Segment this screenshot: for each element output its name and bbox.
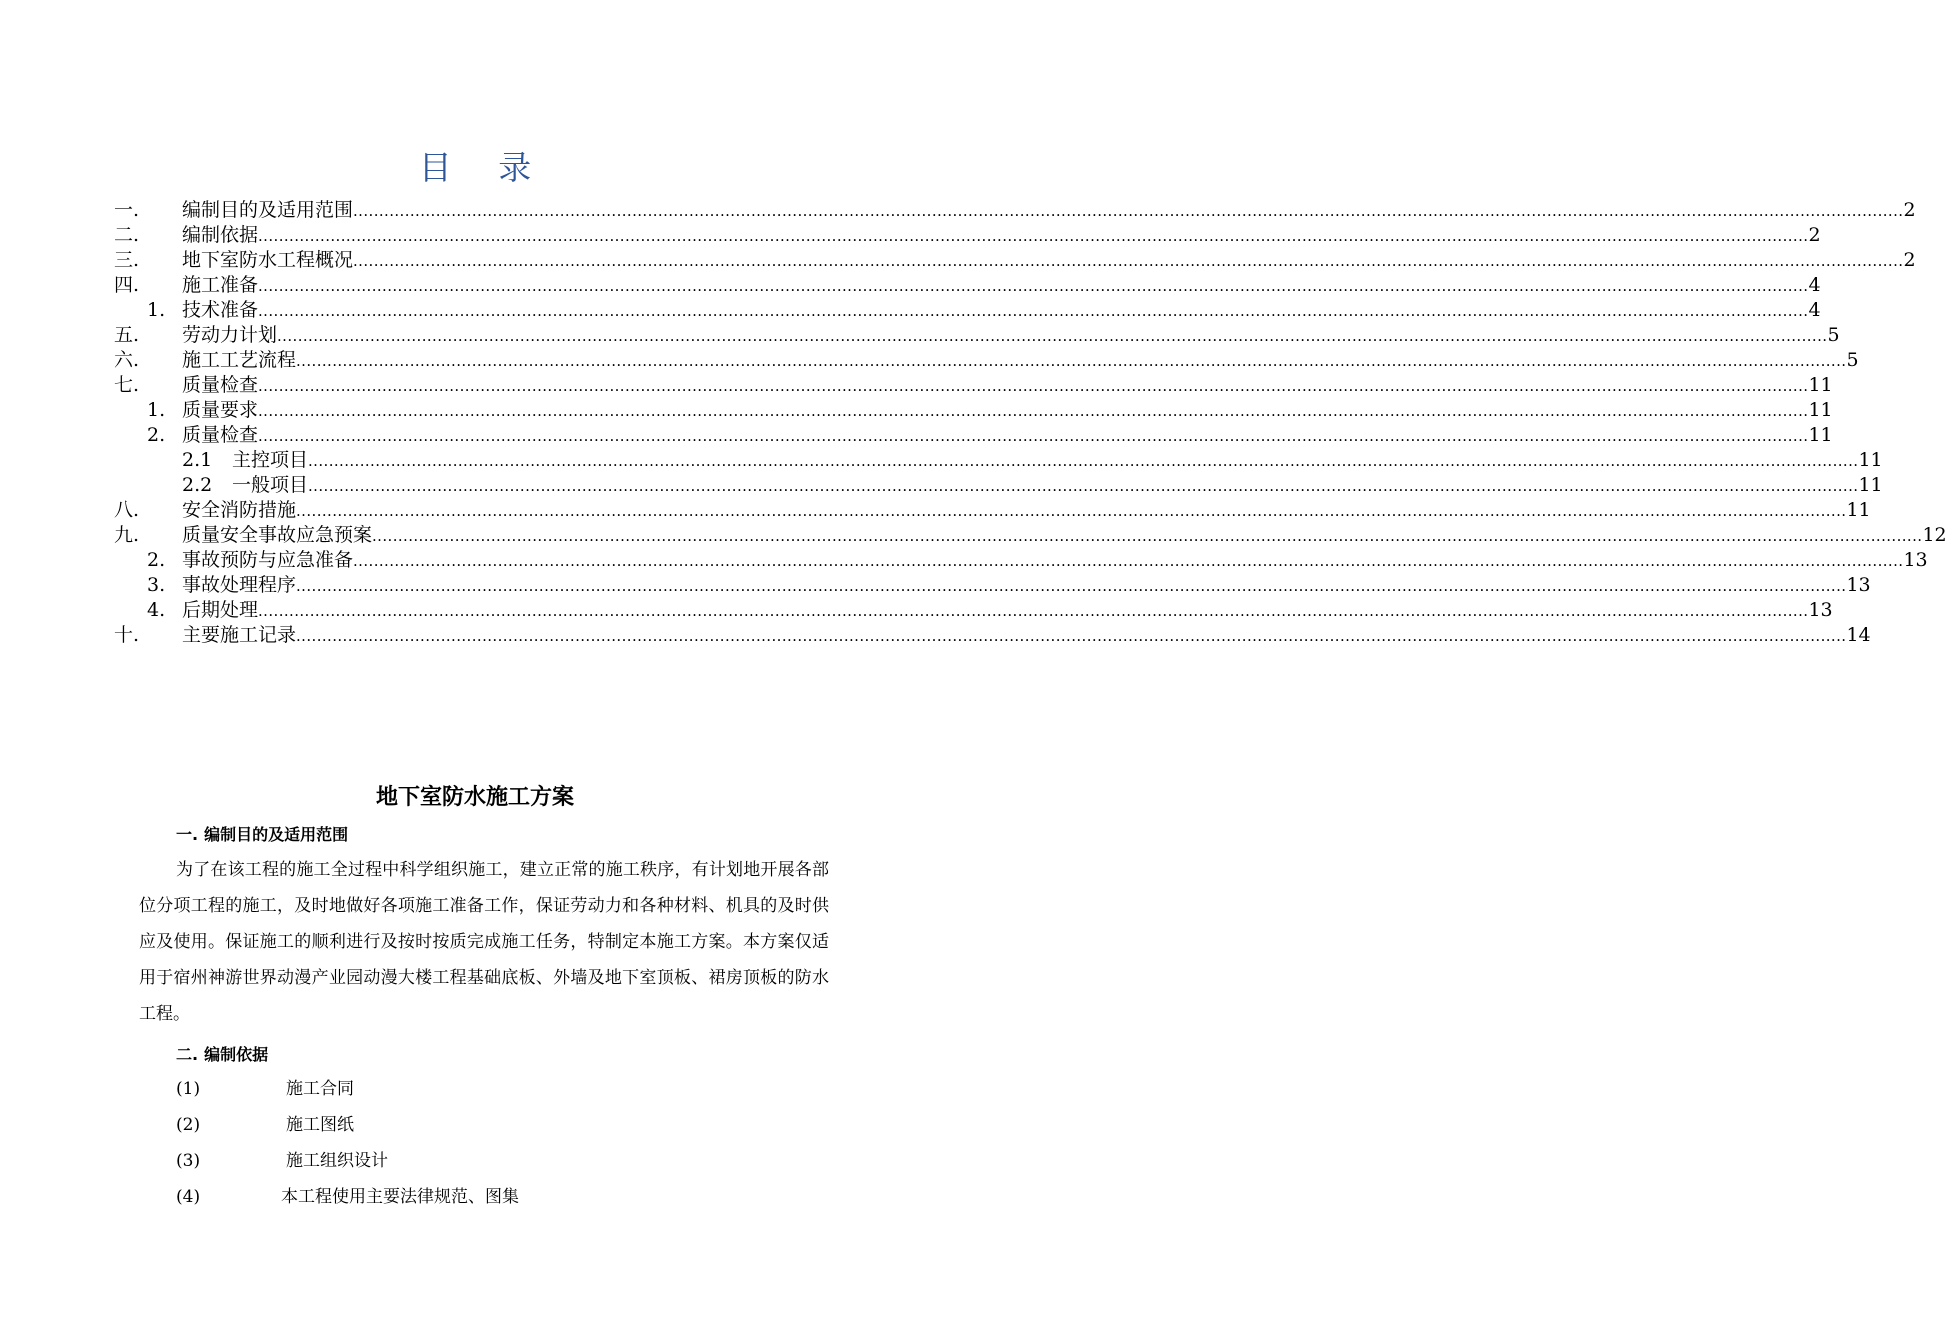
toc-entry[interactable] bbox=[114, 298, 1821, 323]
toc-entry-title: 施工工艺流程 bbox=[182, 349, 297, 371]
toc-entry-page: 14 bbox=[1846, 624, 1871, 646]
toc-entry-page: 4 bbox=[1808, 299, 1821, 321]
toc-entry-number: 4. bbox=[147, 599, 166, 621]
toc-entry[interactable] bbox=[114, 273, 1821, 298]
toc-entry[interactable] bbox=[114, 623, 1871, 648]
toc-entry-title: 事故处理程序 bbox=[182, 574, 297, 596]
toc-entry[interactable] bbox=[114, 523, 1947, 548]
toc-entry-number: 2. bbox=[147, 424, 166, 446]
toc-entry-title: 质量安全事故应急预案 bbox=[182, 524, 373, 546]
toc-entry-page: 5 bbox=[1846, 349, 1859, 371]
basis-list-item bbox=[176, 1149, 388, 1173]
toc-entry[interactable] bbox=[114, 348, 1859, 373]
toc-entry-page: 5 bbox=[1827, 324, 1840, 346]
basis-list-item bbox=[176, 1077, 354, 1101]
toc-entry-number: 一. bbox=[114, 199, 140, 221]
purpose-paragraph: 为了在该工程的施工全过程中科学组织施工，建立正常的施工秩序，有计划地开展各部位分项工程的施工，及时地做好各项施工准备工作，保证劳动力和各种材料、机具的及时供应及使用。保证施工的顺利进行及按时按质完成施工任务，特制定本施工方案。本方案仅适用于宿州神游世界动漫产业园动漫大楼工程基础底板、外墙及地下室顶板、裙房顶板的防水工程。 bbox=[139, 860, 829, 1024]
toc-entry-title: 施工准备 bbox=[182, 274, 259, 296]
toc-entry-page: 11 bbox=[1858, 474, 1883, 496]
toc-entry[interactable] bbox=[114, 498, 1871, 523]
toc-entry-page: 11 bbox=[1808, 424, 1833, 446]
toc-leader-dots: ............................................................................................................................................................................................................................................................................................................ bbox=[296, 352, 1847, 370]
toc-entry-page: 2 bbox=[1808, 224, 1821, 246]
toc-entry-title: 编制目的及适用范围 bbox=[182, 199, 354, 221]
toc-entry[interactable] bbox=[114, 548, 1928, 573]
toc-entry-title: 技术准备 bbox=[182, 299, 259, 321]
toc-title: 目 录 bbox=[418, 148, 550, 187]
toc-entry-page: 2 bbox=[1903, 199, 1916, 221]
toc-entry[interactable] bbox=[114, 573, 1871, 598]
toc-entry-title: 地下室防水工程概况 bbox=[182, 249, 354, 271]
toc-entry-page: 4 bbox=[1808, 274, 1821, 296]
toc-entry[interactable] bbox=[114, 198, 1916, 223]
toc-entry-number: 十. bbox=[114, 624, 140, 646]
toc-entry-number: 四. bbox=[114, 274, 140, 296]
toc-leader-dots: ............................................................................................................................................................................................................................................................................................................ bbox=[258, 302, 1809, 320]
toc-entry-title: 编制依据 bbox=[182, 224, 259, 246]
toc-entry-page: 11 bbox=[1808, 374, 1833, 396]
toc-entry-title: 后期处理 bbox=[182, 599, 259, 621]
basis-item-text: 施工组织设计 bbox=[286, 1151, 388, 1171]
toc-entry-page: 11 bbox=[1846, 499, 1871, 521]
basis-item-number: (2) bbox=[176, 1115, 201, 1135]
basis-list-item bbox=[176, 1185, 519, 1209]
basis-item-text: 施工图纸 bbox=[286, 1115, 354, 1135]
toc-entry-number: 六. bbox=[114, 349, 140, 371]
basis-item-number: (1) bbox=[176, 1079, 201, 1099]
toc-entry-number: 3. bbox=[147, 574, 166, 596]
table-of-contents bbox=[114, 198, 1947, 648]
toc-entry-number: 2. bbox=[147, 549, 166, 571]
toc-leader-dots: ............................................................................................................................................................................................................................................................................................................ bbox=[258, 227, 1809, 245]
toc-entry[interactable] bbox=[114, 473, 1883, 498]
toc-entry-page: 11 bbox=[1858, 449, 1883, 471]
toc-leader-dots: ............................................................................................................................................................................................................................................................................................................ bbox=[353, 252, 1904, 270]
toc-entry-number: 二. bbox=[114, 224, 140, 246]
section-heading-text: 编制目的及适用范围 bbox=[204, 825, 349, 844]
toc-entry-title: 安全消防措施 bbox=[182, 499, 297, 521]
toc-entry[interactable] bbox=[114, 598, 1833, 623]
toc-leader-dots: ............................................................................................................................................................................................................................................................................................................ bbox=[277, 327, 1828, 345]
toc-entry-title: 质量检查 bbox=[182, 374, 259, 396]
toc-entry-number: 五. bbox=[114, 324, 140, 346]
toc-entry-number: 2.1 bbox=[182, 449, 213, 471]
basis-item-text: 本工程使用主要法律规范、图集 bbox=[281, 1187, 519, 1207]
section-heading-basis bbox=[176, 1042, 268, 1065]
section-heading-text: 编制依据 bbox=[204, 1045, 269, 1064]
toc-leader-dots: ............................................................................................................................................................................................................................................................................................................ bbox=[296, 577, 1847, 595]
toc-entry-title: 质量要求 bbox=[182, 399, 259, 421]
toc-leader-dots: ............................................................................................................................................................................................................................................................................................................ bbox=[296, 502, 1847, 520]
toc-leader-dots: ............................................................................................................................................................................................................................................................................................................ bbox=[258, 277, 1809, 295]
toc-leader-dots: ............................................................................................................................................................................................................................................................................................................ bbox=[353, 202, 1904, 220]
toc-entry-title: 主要施工记录 bbox=[182, 624, 297, 646]
section-number: 二. bbox=[176, 1045, 199, 1064]
toc-entry-title: 劳动力计划 bbox=[182, 324, 278, 346]
toc-entry-page: 13 bbox=[1903, 549, 1928, 571]
toc-entry-number: 九. bbox=[114, 524, 140, 546]
toc-entry-page: 13 bbox=[1846, 574, 1871, 596]
toc-entry-number: 2.2 bbox=[182, 474, 213, 496]
toc-entry-title: 事故预防与应急准备 bbox=[182, 549, 354, 571]
toc-entry-title: 主控项目 bbox=[232, 449, 309, 471]
toc-entry-title: 质量检查 bbox=[182, 424, 259, 446]
toc-entry[interactable] bbox=[114, 398, 1833, 423]
basis-item-text: 施工合同 bbox=[286, 1079, 354, 1099]
basis-item-number: (4) bbox=[176, 1187, 201, 1207]
toc-entry-page: 11 bbox=[1808, 399, 1833, 421]
toc-leader-dots: ............................................................................................................................................................................................................................................................................................................ bbox=[258, 427, 1809, 445]
toc-entry-title: 一般项目 bbox=[232, 474, 309, 496]
toc-entry-page: 13 bbox=[1808, 599, 1833, 621]
toc-leader-dots: ............................................................................................................................................................................................................................................................................................................ bbox=[353, 552, 1904, 570]
toc-leader-dots: ............................................................................................................................................................................................................................................................................................................ bbox=[372, 527, 1923, 545]
section-number: 一. bbox=[176, 825, 199, 844]
toc-entry[interactable] bbox=[114, 323, 1840, 348]
toc-leader-dots: ............................................................................................................................................................................................................................................................................................................ bbox=[308, 452, 1859, 470]
toc-entry[interactable] bbox=[114, 423, 1833, 448]
toc-leader-dots: ............................................................................................................................................................................................................................................................................................................ bbox=[296, 627, 1847, 645]
toc-entry-number: 八. bbox=[114, 499, 140, 521]
toc-entry[interactable] bbox=[114, 373, 1833, 398]
document-title: 地下室防水施工方案 bbox=[375, 785, 574, 810]
basis-item-number: (3) bbox=[176, 1151, 201, 1171]
toc-entry-page: 2 bbox=[1903, 249, 1916, 271]
toc-leader-dots: ............................................................................................................................................................................................................................................................................................................ bbox=[258, 377, 1809, 395]
toc-entry[interactable] bbox=[114, 248, 1916, 273]
toc-entry-page: 12 bbox=[1922, 524, 1947, 546]
toc-entry[interactable] bbox=[114, 448, 1883, 473]
toc-entry-number: 三. bbox=[114, 249, 140, 271]
toc-entry-number: 1. bbox=[147, 299, 166, 321]
toc-leader-dots: ............................................................................................................................................................................................................................................................................................................ bbox=[258, 602, 1809, 620]
basis-list-item bbox=[176, 1113, 354, 1137]
toc-entry-number: 七. bbox=[114, 374, 140, 396]
toc-leader-dots: ............................................................................................................................................................................................................................................................................................................ bbox=[258, 402, 1809, 420]
toc-leader-dots: ............................................................................................................................................................................................................................................................................................................ bbox=[308, 477, 1859, 495]
section-heading-purpose bbox=[176, 822, 348, 845]
toc-entry-number: 1. bbox=[147, 399, 166, 421]
toc-entry[interactable] bbox=[114, 223, 1821, 248]
